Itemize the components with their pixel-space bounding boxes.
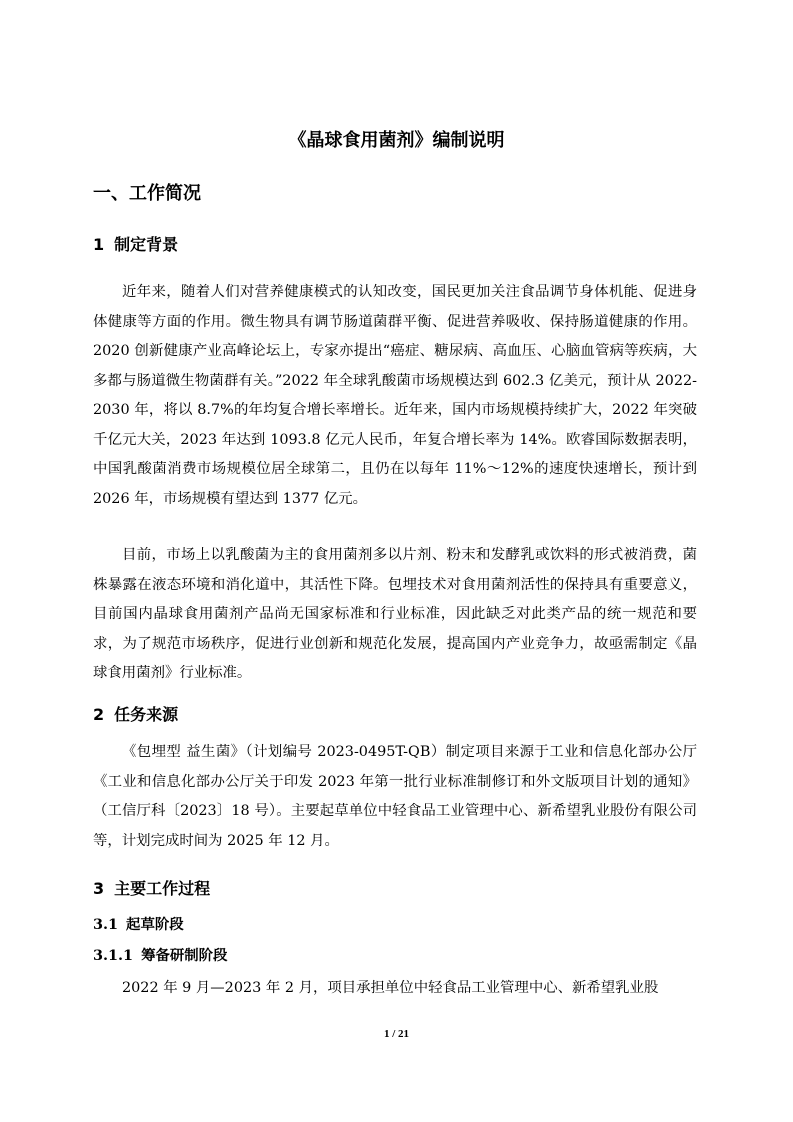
- paragraph-task-source: 《包埋型 益生菌》（计划编号 2023-0495T-QB）制定项目来源于工业和信息化部办公厅《工业和信息化部办公厅关于印发 2023 年第一批行业标准制修订和外文版项目计划的通知》（工信厅科〔2023〕18 号）。主要起草单位中轻食品工业管理中心、新希望乳业股份有限公司等，计划完成时间为 2025 年 12 月。: [93, 744, 697, 849]
- subsection-title: 制定背景: [114, 235, 179, 254]
- subsection-number: 2: [93, 705, 105, 724]
- subsection-heading-task-source: [93, 703, 178, 727]
- subsection-number: 1: [93, 235, 105, 254]
- subsection-title: 起草阶段: [126, 916, 184, 933]
- paragraph-background-2: 目前，市场上以乳酸菌为主的食用菌剂多以片剂、粉末和发酵乳或饮料的形式被消费，菌株暴露在液态环境和消化道中，其活性下降。包埋技术对食用菌剂活性的保持具有重要意义，目前国内晶球食用菌剂产品尚无国家标准和行业标准，因此缺乏对此类产品的统一规范和要求，为了规范市场秩序，促进行业创新和规范化发展，提高国内产业竞争力，故亟需制定《晶球食用菌剂》行业标准。: [93, 547, 697, 681]
- paragraph-background-1: 近年来，随着人们对营养健康模式的认知改变，国民更加关注食品调节身体机能、促进身体健康等方面的作用。微生物具有调节肠道菌群平衡、促进营养吸收、保持肠道健康的作用。2020 创新健康产业高峰论坛上，专家亦提出“癌症、糖尿病、高血压、心脑血管病等疾病，大多都与肠道微生物菌群有关。”2022 年全球乳酸菌市场规模达到 602.3 亿美元，预计从 2022-2030 年，将以 8.7%的年均复合增长率增长。近年来，国内市场规模持续扩大，2022 年突破千亿元大关，2023 年达到 1093.8 亿元人民币，年复合增长率为 14%。欧睿国际数据表明，中国乳酸菌消费市场规模位居全球第二，且仍在以每年 11%～12%的速度快速增长，预计到 2026 年，市场规模有望达到 1377 亿元。: [93, 284, 697, 507]
- page-number: 1 / 21: [383, 1028, 410, 1040]
- paragraph-preparation-stage: 2022 年 9 月—2023 年 2 月，项目承担单位中轻食品工业管理中心、新希望乳业股: [122, 980, 659, 996]
- subsection-heading-main-work-process: [93, 877, 210, 901]
- subsection-number: 3.1: [93, 916, 119, 933]
- subsection-heading-background: [93, 233, 178, 257]
- document-title: 《晶球食用菌剂》编制说明: [288, 130, 505, 151]
- subsection-number: 3: [93, 879, 105, 898]
- section-heading-work-overview: 一、工作简况: [93, 183, 201, 204]
- subsection-title: 主要工作过程: [114, 879, 211, 898]
- subsection-title: 筹备研制阶段: [141, 947, 228, 964]
- subsection-number: 3.1.1: [93, 947, 134, 964]
- subsection-title: 任务来源: [114, 705, 179, 724]
- subsection-heading-drafting-stage: [93, 913, 184, 937]
- subsection-heading-preparation-stage: [93, 944, 227, 968]
